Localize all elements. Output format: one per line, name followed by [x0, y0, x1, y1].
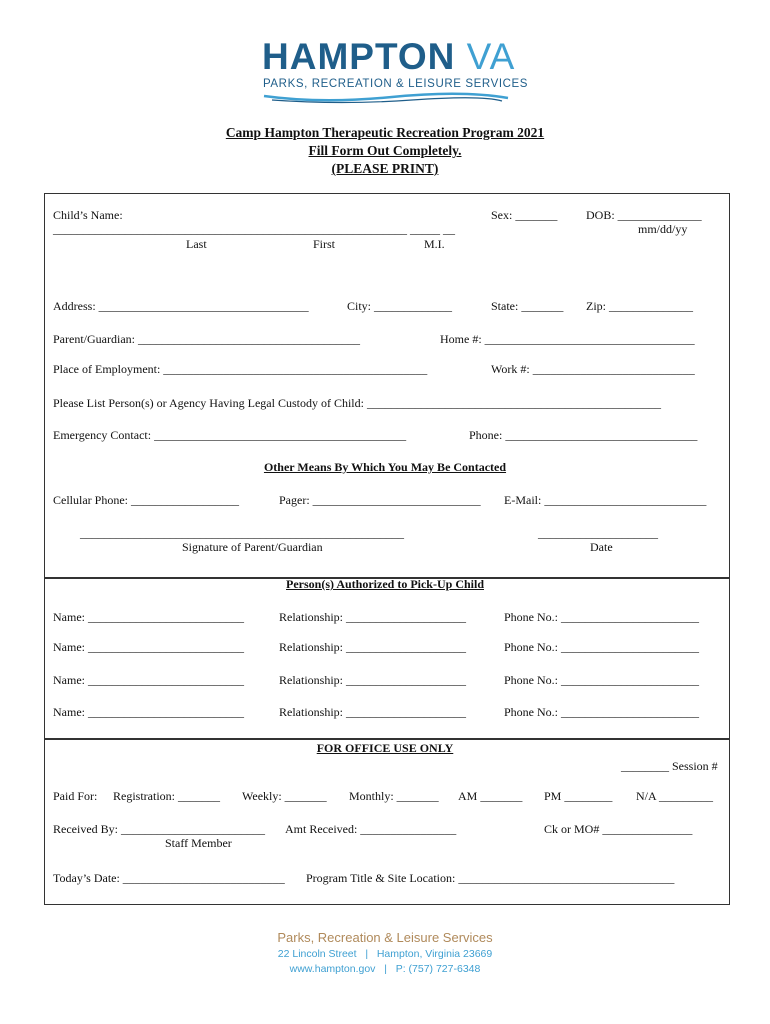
dob-hint: mm/dd/yy [638, 222, 688, 236]
child-name-label: Child’s Name: [53, 208, 123, 222]
logo-wave-icon [262, 90, 510, 104]
received-by-field[interactable]: Received By: ________________________ [53, 822, 265, 836]
pickup-phone-field[interactable]: Phone No.: _______________________ [504, 640, 699, 654]
logo-va: VA [466, 36, 516, 77]
legal-custody-field[interactable]: Please List Person(s) or Agency Having Legal Custody of Child: _________________________________________________ [53, 396, 661, 410]
dob-field[interactable]: DOB: ______________ [586, 208, 702, 222]
child-name-field[interactable]: ___________________________________________________________ _____ __ [53, 222, 455, 236]
program-location-field[interactable]: Program Title & Site Location: ____________________________________ [306, 871, 675, 885]
cellular-phone-field[interactable]: Cellular Phone: __________________ [53, 493, 239, 507]
staff-member-caption: Staff Member [165, 836, 232, 850]
emergency-contact-field[interactable]: Emergency Contact: __________________________________________ [53, 428, 407, 442]
pager-field[interactable]: Pager: ____________________________ [279, 493, 481, 507]
amount-received-field[interactable]: Amt Received: ________________ [285, 822, 457, 836]
work-phone-field[interactable]: Work #: ___________________________ [491, 362, 695, 376]
last-name-caption: Last [186, 237, 207, 251]
footer-street: 22 Lincoln Street [277, 948, 357, 960]
logo-wordmark [262, 36, 515, 77]
pickup-phone-field[interactable]: Phone No.: _______________________ [504, 673, 699, 687]
other-means-heading: Other Means By Which You May Be Contacted [263, 460, 507, 474]
check-mo-field[interactable]: Ck or MO# _______________ [544, 822, 693, 836]
parent-guardian-field[interactable]: Parent/Guardian: _____________________________________ [53, 332, 360, 346]
na-field[interactable]: N/A _________ [636, 789, 714, 803]
signature-label: Signature of Parent/Guardian [182, 540, 323, 554]
footer-phone: P: (757) 727-6348 [395, 963, 481, 975]
pickup-relationship-field[interactable]: Relationship: ____________________ [279, 705, 466, 719]
form-title: Camp Hampton Therapeutic Recreation Program 2021 [225, 125, 545, 140]
pickup-relationship-field[interactable]: Relationship: ____________________ [279, 610, 466, 624]
footer-city: Hampton, Virginia 23669 [376, 948, 493, 960]
office-use-heading: FOR OFFICE USE ONLY [316, 741, 454, 755]
pickup-name-field[interactable]: Name: __________________________ [53, 610, 244, 624]
form-instruction: Fill Form Out Completely. [308, 143, 462, 158]
signature-date-line[interactable]: ____________________ [538, 526, 658, 540]
weekly-field[interactable]: Weekly: _______ [242, 789, 327, 803]
home-phone-field[interactable]: Home #: ___________________________________ [440, 332, 695, 346]
zip-field[interactable]: Zip: ______________ [586, 299, 693, 313]
email-field[interactable]: E-Mail: ___________________________ [504, 493, 707, 507]
pickup-name-field[interactable]: Name: __________________________ [53, 640, 244, 654]
logo-subtitle: PARKS, RECREATION & LEISURE SERVICES [263, 78, 529, 90]
employment-field[interactable]: Place of Employment: ____________________________________________ [53, 362, 428, 376]
footer-org: Parks, Recreation & Leisure Services [277, 930, 493, 945]
pickup-relationship-field[interactable]: Relationship: ____________________ [279, 673, 466, 687]
session-field[interactable]: ________ Session # [621, 759, 718, 773]
footer-contact-line [0, 963, 770, 975]
pickup-name-field[interactable]: Name: __________________________ [53, 673, 244, 687]
signature-line[interactable]: ______________________________________________________ [80, 526, 404, 540]
first-name-caption: First [313, 237, 336, 251]
date-label: Date [590, 540, 613, 554]
child-info-section [44, 193, 730, 579]
paid-for-label: Paid For: [53, 789, 98, 803]
footer-separator: | [365, 948, 369, 960]
pickup-name-field[interactable]: Name: __________________________ [53, 705, 244, 719]
state-field[interactable]: State: _______ [491, 299, 564, 313]
logo-hampton: HAMPTON [262, 36, 456, 77]
registration-field[interactable]: Registration: _______ [113, 789, 220, 803]
pickup-heading: Person(s) Authorized to Pick-Up Child [286, 577, 484, 591]
address-field[interactable]: Address: ___________________________________ [53, 299, 309, 313]
form-print-note: (PLEASE PRINT) [331, 161, 439, 176]
middle-initial-caption: M.I. [424, 237, 445, 251]
pm-field[interactable]: PM ________ [544, 789, 613, 803]
pickup-phone-field[interactable]: Phone No.: _______________________ [504, 610, 699, 624]
emergency-phone-field[interactable]: Phone: ________________________________ [469, 428, 698, 442]
footer-address-line [0, 948, 770, 960]
todays-date-field[interactable]: Today’s Date: ___________________________ [53, 871, 285, 885]
monthly-field[interactable]: Monthly: _______ [349, 789, 439, 803]
footer-separator: | [384, 963, 387, 975]
footer-web-link[interactable]: www.hampton.gov [289, 963, 376, 975]
pickup-phone-field[interactable]: Phone No.: _______________________ [504, 705, 699, 719]
logo [262, 36, 515, 78]
pickup-relationship-field[interactable]: Relationship: ____________________ [279, 640, 466, 654]
sex-field[interactable]: Sex: _______ [491, 208, 558, 222]
am-field[interactable]: AM _______ [458, 789, 523, 803]
city-field[interactable]: City: _____________ [347, 299, 453, 313]
